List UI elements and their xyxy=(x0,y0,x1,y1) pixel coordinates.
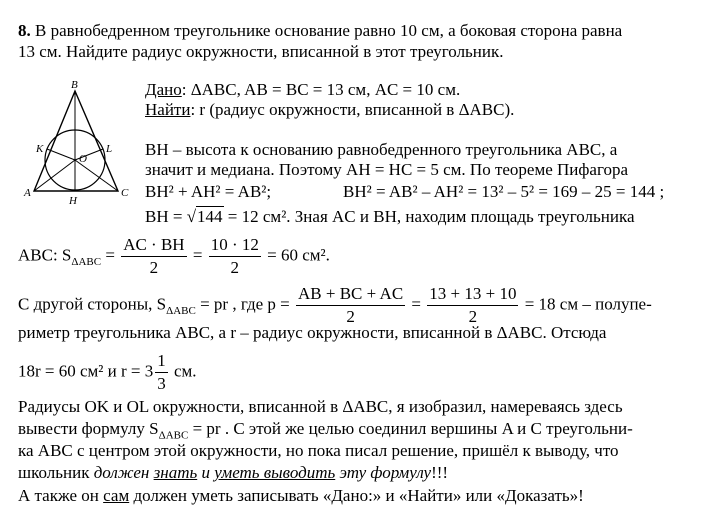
given-label: Дано xyxy=(145,80,182,99)
label-H: H xyxy=(69,195,77,207)
problem-line-1 xyxy=(18,21,622,41)
problem-line-2: 13 см. Найдите радиус окружности, вписанной в этот треугольник. xyxy=(18,42,504,61)
comment-line-1: Радиусы OK и OL окружности, вписанной в ΔABC, я изобразил, намереваясь здесь xyxy=(18,397,623,416)
comment-formula-post: = pr . С этой же целью соединил вершины A и C треугольни- xyxy=(188,419,633,438)
c4-exclaim: !!! xyxy=(431,463,449,482)
label-O: O xyxy=(79,153,87,165)
c5-self: сам xyxy=(103,486,130,505)
area-result: = 60 см². xyxy=(267,245,330,265)
radius-line xyxy=(18,350,197,395)
c4-pre: школьник xyxy=(18,463,94,482)
p2-sub: ΔABC xyxy=(166,304,196,317)
area-formula-line: ABC: $S_{\Delta ABC}$ = $\frac{AC \cdot BH}{2}$ = $\frac{10 \cdot 12}{2}$ = 60 см². xyxy=(18,235,330,277)
c4-formula: эту формулу xyxy=(335,463,432,482)
solution-line-2: значит и медиана. Поэтому AH = HC = 5 см. По теореме Пифагора xyxy=(145,160,629,179)
find-line xyxy=(145,100,514,120)
bh-prefix: BH = xyxy=(145,207,187,226)
c4-and: и xyxy=(197,463,215,482)
fraction-ac-bh: $\frac{AC \cdot BH}{2}$ xyxy=(123,235,185,277)
fraction-10-12: $\frac{10 \cdot 12}{2}$ xyxy=(210,235,259,277)
area-sub: ΔABC xyxy=(71,255,102,268)
label-K: K xyxy=(36,143,44,155)
p2-mid: = pr , где p = xyxy=(195,294,295,314)
label-C: C xyxy=(121,187,129,199)
fraction-perimeter: $\frac{AB + BC + AC}{2}$ xyxy=(298,284,404,326)
p2-result: = 18 см – полупе- xyxy=(524,294,652,314)
comment-formula-pre: вывести формулу S xyxy=(18,419,159,438)
bh-suffix: = 12 см². Зная AC и BH, находим площадь треугольника xyxy=(223,207,635,226)
c4-know: знать xyxy=(153,463,198,482)
comment-line-5 xyxy=(18,486,584,506)
c4-must: должен xyxy=(93,463,154,482)
solution-line-1: BH – высота к основанию равнобедренного треугольника ABC, а xyxy=(145,140,618,159)
solution-line-3b: BH² = AB² – AH² = 13² – 5² = 169 – 25 = 144 ; xyxy=(343,182,665,201)
solution-line-4: BH = √144 = 12 см². Зная AC и BH, находим площадь треугольника xyxy=(145,207,635,226)
p2-prefix: С другой стороны, S xyxy=(18,294,167,314)
comment-line-3: ка ABC с центром этой окружности, но пока писал решение, пришёл к выводу, что xyxy=(18,441,619,460)
find-label: Найти xyxy=(145,100,191,119)
sqrt-value: 144 xyxy=(197,207,223,226)
area-prefix: ABC: S xyxy=(18,245,72,265)
comment-line-4 xyxy=(18,463,448,483)
perimeter-line: С другой стороны, $S_{\Delta ABC}$ = pr , где p = $\frac{AB + BC + AC}{2}$ = $\frac{13 + 13 + 10}{2}$ = 18 см – полупе- xyxy=(18,284,652,326)
radius-prefix: 18r = 60 см² и r = 3 xyxy=(18,361,154,381)
c5-pre: А также он xyxy=(18,486,104,505)
area-eq: = xyxy=(101,245,120,265)
fraction-perimeter-values: $\frac{13 + 13 + 10}{2}$ xyxy=(429,284,517,326)
problem-text-1: В равнобедренном треугольнике основание равно 10 см, а боковая сторона равна xyxy=(35,21,623,40)
solution-line-3a: BH² + AH² = AB²; xyxy=(145,182,272,201)
label-L: L xyxy=(106,143,113,155)
given-text: : ΔABC, AB = BC = 13 см, AC = 10 см. xyxy=(181,80,461,99)
radius-suffix: см. xyxy=(169,361,197,381)
comment-line-2 xyxy=(18,419,633,442)
label-B: B xyxy=(71,79,78,91)
c5-post: должен уметь записывать «Дано:» и «Найти» или «Доказать»! xyxy=(129,486,584,505)
c4-derive: уметь выводить xyxy=(214,463,336,482)
semiperimeter-line: риметр треугольника ABC, а r – радиус окружности, вписанной в ΔABC. Отсюда xyxy=(18,323,607,342)
triangle-figure xyxy=(22,78,137,208)
problem-number: 8. xyxy=(18,21,31,40)
find-text: : r (радиус окружности, вписанной в ΔABC). xyxy=(190,100,515,119)
comment-formula-sub: ΔABC xyxy=(158,429,189,442)
label-A: A xyxy=(24,187,31,199)
given-line xyxy=(145,80,460,100)
fraction-one-third: $\frac{1}{3}$ xyxy=(157,351,166,393)
